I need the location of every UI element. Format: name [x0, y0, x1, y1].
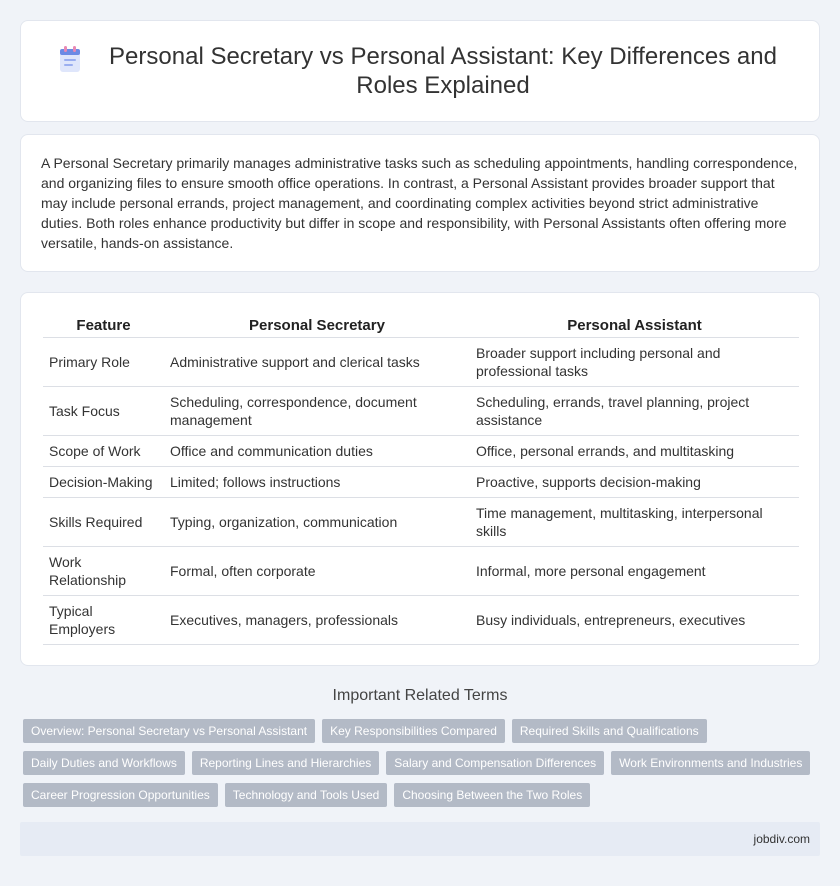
table-row: [43, 436, 799, 467]
related-term-tag[interactable]: Required Skills and Qualifications: [512, 719, 707, 743]
comparison-table: [43, 313, 799, 645]
row-secretary-value: Office and communication duties: [164, 436, 470, 467]
comparison-table-card: [20, 292, 820, 666]
related-term-tag[interactable]: Overview: Personal Secretary vs Personal Assistant: [23, 719, 315, 743]
row-assistant-value: Time management, multitasking, interpersonal skills: [470, 498, 799, 547]
footer-site-link[interactable]: jobdiv.com: [753, 832, 810, 846]
related-term-tag[interactable]: Career Progression Opportunities: [23, 783, 218, 807]
row-feature: Skills Required: [43, 498, 164, 547]
related-term-tag[interactable]: Choosing Between the Two Roles: [394, 783, 590, 807]
row-feature: Task Focus: [43, 387, 164, 436]
row-secretary-value: Scheduling, correspondence, document management: [164, 387, 470, 436]
row-secretary-value: Limited; follows instructions: [164, 467, 470, 498]
column-header-feature: Feature: [43, 313, 164, 338]
row-feature: Primary Role: [43, 338, 164, 387]
intro-text: A Personal Secretary primarily manages administrative tasks such as scheduling appointments, handling correspondence, and organizing files to ensure smooth office operations. In contrast, a Personal Assistant provides broader support that may include personal errands, project management, and coordinating complex activities beyond strict administrative duties. Both roles enhance productivity but differ in scope and responsibility, with Personal Assistants often offering more versatile, hands-on assistance.: [41, 155, 798, 251]
related-terms-tags: [23, 719, 823, 815]
table-row: [43, 596, 799, 645]
related-terms-title: Important Related Terms: [332, 687, 508, 704]
row-feature: Scope of Work: [43, 436, 164, 467]
related-term-tag[interactable]: Daily Duties and Workflows: [23, 751, 185, 775]
tag-row: [23, 719, 823, 743]
row-feature: Work Relationship: [43, 547, 164, 596]
document-icon: [57, 46, 83, 74]
table-row: [43, 547, 799, 596]
row-secretary-value: Administrative support and clerical tasks: [164, 338, 470, 387]
related-term-tag[interactable]: Technology and Tools Used: [225, 783, 388, 807]
row-assistant-value: Informal, more personal engagement: [470, 547, 799, 596]
footer: [20, 822, 820, 856]
tag-row: [23, 751, 823, 775]
row-secretary-value: Typing, organization, communication: [164, 498, 470, 547]
row-secretary-value: Executives, managers, professionals: [164, 596, 470, 645]
row-secretary-value: Formal, often corporate: [164, 547, 470, 596]
row-feature: Decision-Making: [43, 467, 164, 498]
table-row: [43, 498, 799, 547]
header-card: [20, 20, 820, 122]
table-row: [43, 338, 799, 387]
tag-row: [23, 783, 823, 807]
row-assistant-value: Broader support including personal and professional tasks: [470, 338, 799, 387]
page-title: Personal Secretary vs Personal Assistant: Key Differences and Roles Explained: [109, 43, 777, 99]
related-term-tag[interactable]: Key Responsibilities Compared: [322, 719, 505, 743]
related-term-tag[interactable]: Reporting Lines and Hierarchies: [192, 751, 379, 775]
intro-card: [20, 134, 820, 272]
row-assistant-value: Proactive, supports decision-making: [470, 467, 799, 498]
table-header-row: [43, 313, 799, 338]
row-feature: Typical Employers: [43, 596, 164, 645]
related-term-tag[interactable]: Work Environments and Industries: [611, 751, 810, 775]
related-term-tag[interactable]: Salary and Compensation Differences: [386, 751, 604, 775]
row-assistant-value: Scheduling, errands, travel planning, project assistance: [470, 387, 799, 436]
column-header-assistant: Personal Assistant: [470, 313, 799, 338]
row-assistant-value: Office, personal errands, and multitasking: [470, 436, 799, 467]
table-row: [43, 467, 799, 498]
column-header-secretary: Personal Secretary: [164, 313, 470, 338]
row-assistant-value: Busy individuals, entrepreneurs, executives: [470, 596, 799, 645]
table-row: [43, 387, 799, 436]
